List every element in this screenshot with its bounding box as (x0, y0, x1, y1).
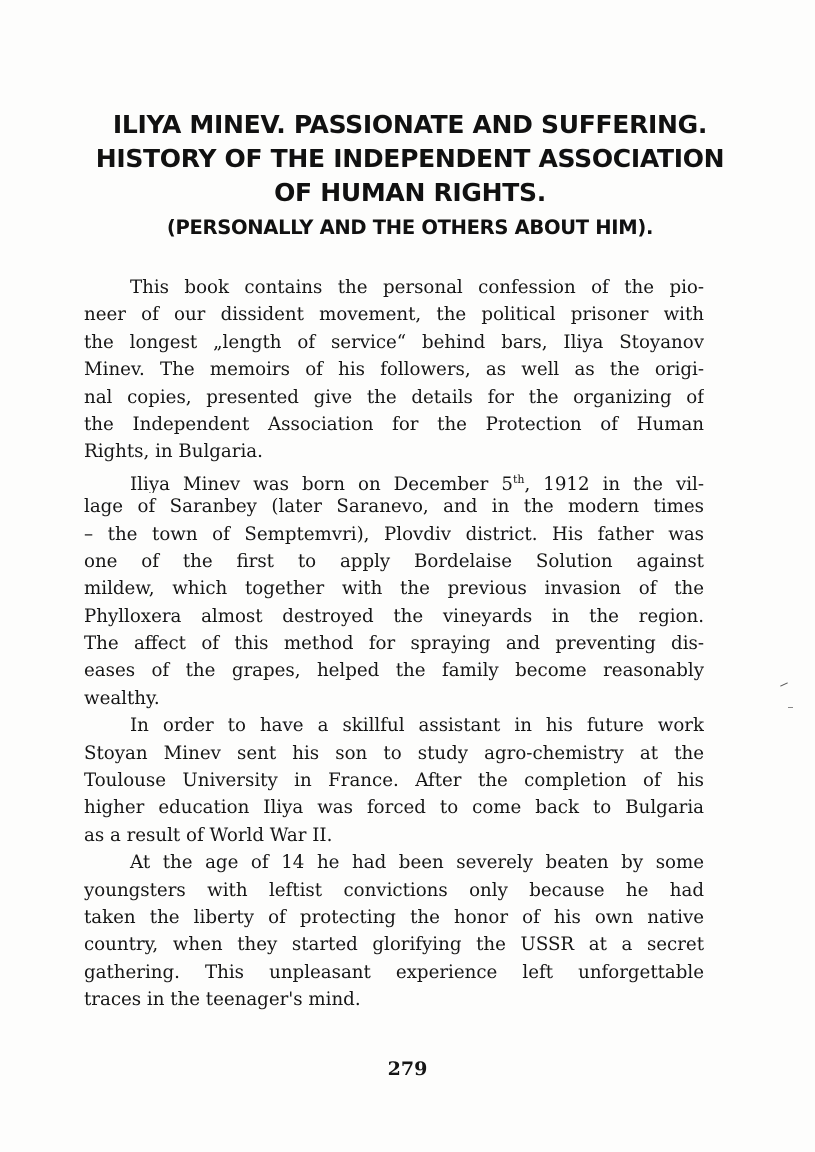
page-number: 279 (387, 1058, 428, 1080)
text-line: Minev. The memoirs of his followers, as well as the origi- (84, 359, 704, 381)
text-line: taken the liberty of protecting the honor of his own native (84, 906, 704, 928)
text-line: Rights, in Bulgaria. (84, 441, 263, 463)
text-line: In order to have a skillful assistant in his future work (130, 715, 704, 737)
text-line: eases of the grapes, helped the family become reasonably (84, 660, 704, 682)
page-title (60, 108, 760, 210)
margin-mark (788, 707, 793, 708)
text-line: the Independent Association for the Protection of Human (84, 413, 704, 435)
text-line: traces in the teenager's mind. (84, 989, 361, 1011)
title-line-1: ILIYA MINEV. PASSIONATE AND SUFFERING. (112, 110, 708, 139)
text-line: At the age of 14 he had been severely beaten by some (130, 852, 704, 874)
text-line: lage of Saranbey (later Saranevo, and in the modern times (84, 496, 704, 518)
margin-mark (780, 682, 788, 686)
text-line: gathering. This unpleasant experience left unforgettable (84, 961, 704, 983)
text-line: higher education Iliya was forced to come back to Bulgaria (84, 797, 704, 819)
ordinal-suffix: th (512, 472, 525, 486)
text-line: neer of our dissident movement, the political prisoner with (84, 304, 704, 326)
title-line-3: OF HUMAN RIGHTS. (274, 178, 546, 207)
text-line: wealthy. (84, 687, 160, 709)
text-line: – the town of Semptemvri), Plovdiv district. His father was (84, 523, 704, 545)
text-line: This book contains the personal confession of the pio- (130, 277, 704, 298)
text-line: youngsters with leftist convictions only because he had (84, 879, 704, 901)
text-line: mildew, which together with the previous invasion of the (84, 578, 704, 600)
text-line: the longest „length of service“ behind bars, Iliya Stoyanov (84, 331, 704, 353)
text-line: country, when they started glorifying the USSR at a secret (84, 934, 704, 956)
text-line: nal copies, presented give the details for the organizing of (84, 386, 704, 408)
text-line: Iliya Minev was born on December 5th, 1912 in the vil- (130, 472, 704, 494)
text-line: Toulouse University in France. After the completion of his (84, 770, 704, 792)
page-subtitle: (PERSONALLY AND THE OTHERS ABOUT HIM). (166, 216, 654, 239)
text-line: Stoyan Minev sent his son to study agro-chemistry at the (84, 742, 704, 764)
text-line: The affect of this method for spraying and preventing dis- (84, 633, 704, 655)
title-line-2: HISTORY OF THE INDEPENDENT ASSOCIATION (95, 144, 725, 173)
body-text (84, 274, 704, 1014)
text-line: Phylloxera almost destroyed the vineyards in the region. (84, 605, 704, 627)
text-line: one of the first to apply Bordelaise Solution against (84, 550, 704, 572)
text-line: as a result of World War II. (84, 824, 333, 846)
